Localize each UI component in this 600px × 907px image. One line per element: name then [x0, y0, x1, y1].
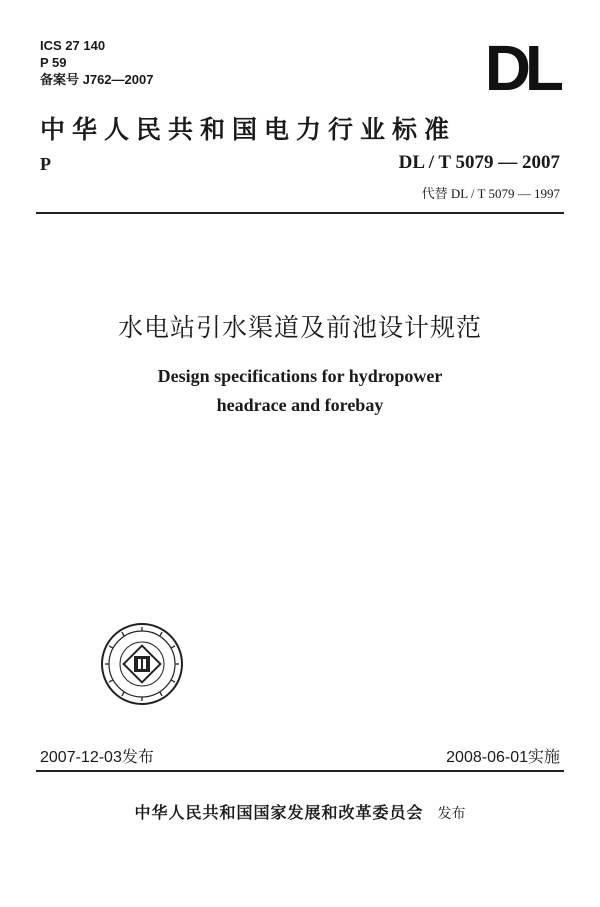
- standard-category: P: [40, 154, 51, 174]
- dl-logo: DL: [484, 32, 558, 104]
- standard-title: 中华人民共和国电力行业标准: [40, 115, 457, 144]
- publisher: [0, 800, 600, 823]
- publisher-suffix: 发布: [437, 806, 466, 822]
- ics-code: ICS 27 140: [40, 38, 106, 53]
- document-title-en-line1: Design specifications for hydropower: [157, 366, 443, 386]
- header-divider: [36, 212, 564, 214]
- document-title-en-line2: headrace and forebay: [216, 395, 384, 415]
- publisher-name: 中华人民共和国国家发展和改革委员会: [134, 803, 424, 822]
- footer-divider: [36, 770, 564, 772]
- standard-number: DL / T 5079 — 2007: [398, 152, 560, 173]
- replaces-standard: 代替 DL / T 5079 — 1997: [421, 186, 560, 201]
- implementation-date: 2008-06-01实施: [446, 749, 560, 766]
- press-seal-icon: [100, 622, 184, 706]
- issue-date: 2007-12-03发布: [40, 749, 154, 766]
- record-number: 备案号 J762—2007: [40, 72, 154, 87]
- document-title-cn: 水电站引水渠道及前池设计规范: [117, 313, 482, 342]
- classification-code: P 59: [40, 55, 67, 70]
